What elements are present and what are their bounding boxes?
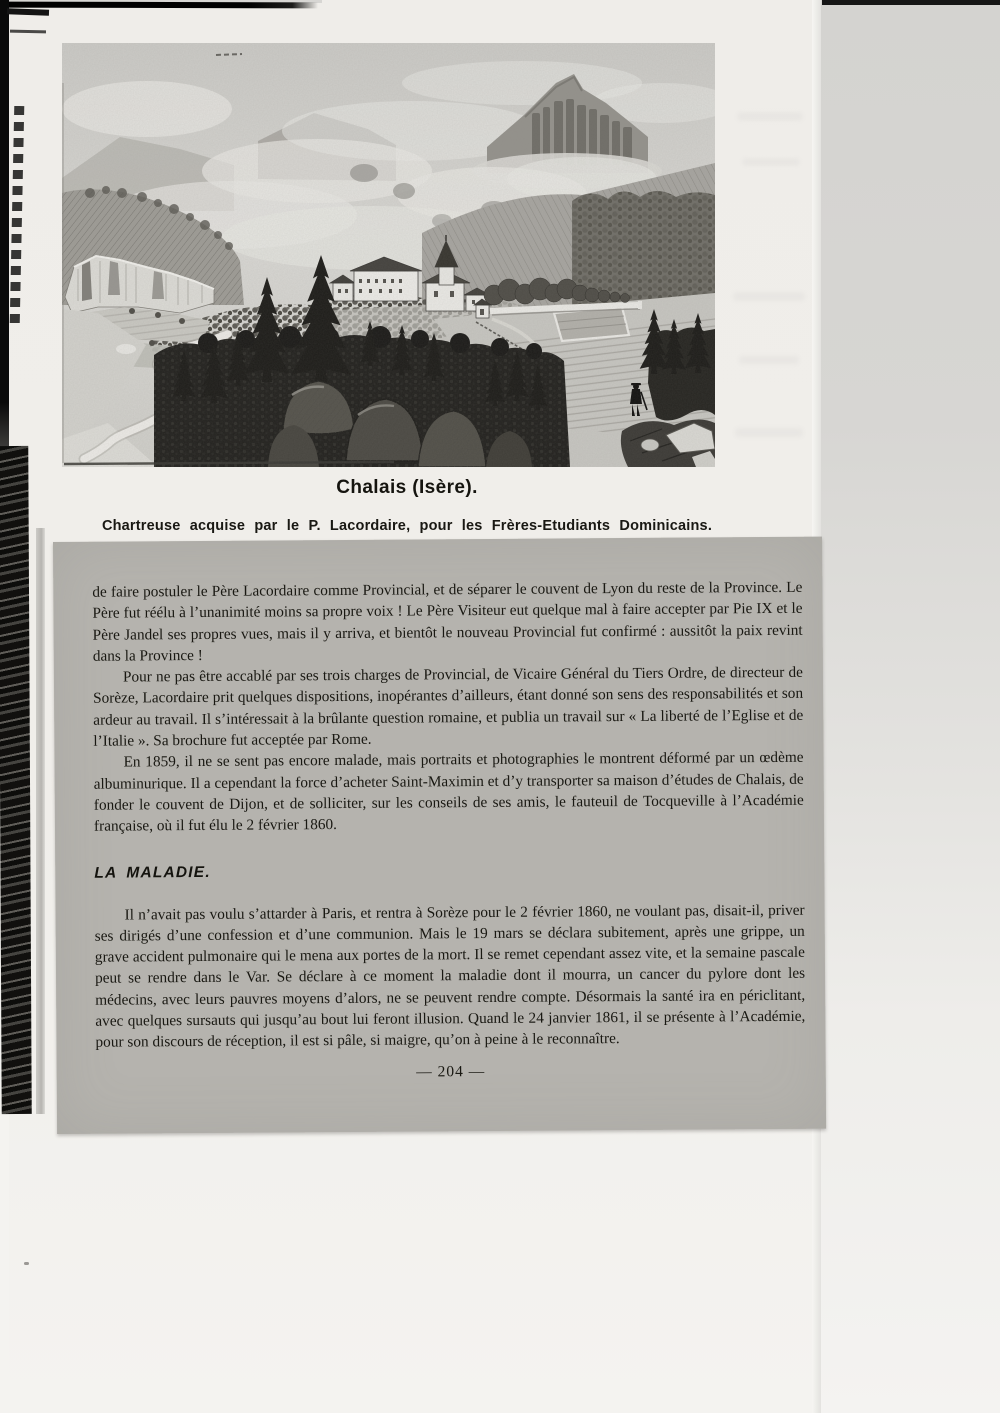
page-number: — 204 —	[416, 1062, 486, 1081]
page-edge-line	[36, 528, 45, 1114]
ghost-text-smudge	[735, 428, 803, 437]
figure-caption-subtitle: Chartreuse acquise par le P. Lacordaire, pour les Frères-Etudiants Dominicains.	[101, 518, 713, 534]
scan-top-bar-left	[0, 2, 318, 9]
engraving-figure	[62, 43, 715, 467]
cover-corner-mark-2	[10, 30, 46, 34]
paragraph: Pour ne pas être accablé par ses trois charges de Provincial, de Vicaire Général du Tiers Ordre, de directeur de Sorèze, Lacordaire prit quelques dispositions, inopérantes d’ailleurs, étant donné son sens des responsabilités et son ardeur au travail. Il s’intéressait à la brûlante question romaine, et publia un travail sur « La liberté de l’Eglise et de l’Italie ». Sa brochure fut acceptée par Rome.	[93, 663, 804, 750]
text-block	[53, 537, 826, 1134]
paragraph: En 1859, il ne se sent pas encore malade, mais portraits et photographies le montrent déformé par un œdème albuminurique. Il a cependant la force d’acheter Saint-Maximin et d’y transporter sa maison d’études de Chalais, de fonder le couvent de Dijon, et de solliciter, sur les conseils de ses amis, le fauteuil de Tocqueville à l’Académie française, où il fut élu le 2 février 1860.	[93, 749, 804, 835]
engraving-image	[62, 43, 715, 467]
ghost-text-smudge	[737, 112, 803, 121]
ghost-text-smudge	[742, 158, 800, 166]
figure-caption-title: Chalais (Isère).	[336, 477, 478, 498]
section-heading: LA MALADIE.	[94, 863, 211, 882]
adjacent-page-shadow	[821, 0, 1000, 1413]
ghost-text-smudge	[733, 292, 805, 301]
paragraph: de faire postuler le Père Lacordaire comme Provincial, et de séparer le couvent de Lyon du reste de la Province. Le Père fut réélu à l’unanimité moins sa propre voix ! Le Père Visiteur eut quelque mal à faire accepter par Pie IX et le Père Jandel ses propres vues, mais il y arriva, et bientôt le nouveau Provincial fut confirmé : aussitôt la paix revint dans la Province !	[92, 578, 803, 665]
scan-top-bar-right	[822, 0, 1000, 5]
dot-mark	[24, 1262, 29, 1265]
page-edges-texture	[0, 446, 32, 1114]
ghost-text-smudge	[739, 356, 799, 364]
book-cover-edge	[0, 0, 9, 447]
paragraph: Il n’avait pas voulu s’attarder à Paris, et rentra à Sorèze pour le 2 février 1860, ne voulant pas, disait-il, priver ses dirigés d’une confession et d’une communion. Mais le 19 mars se déclara subitement, après une grippe, un grave accident pulmonaire qui le mena aux portes de la mort. Il se remet cependant assez vite, et la semaine pascale peut se rendre dans le Var. Se déclare à ce moment la maladie dont il mourra, un cancer du pylore dont les médecins, avec leurs pauvres moyens d’alors, ne se peuvent rendre compte. Désormais la santé ira en périclitant, avec quelques sursauts qui jusqu’au bout lui feront illusion. Quand le 24 janvier 1861, il se présente à l’Académie, pour son discours de réception, il est si pâle, si maigre, qu’on à peine à le reconnaître.	[94, 901, 806, 1052]
